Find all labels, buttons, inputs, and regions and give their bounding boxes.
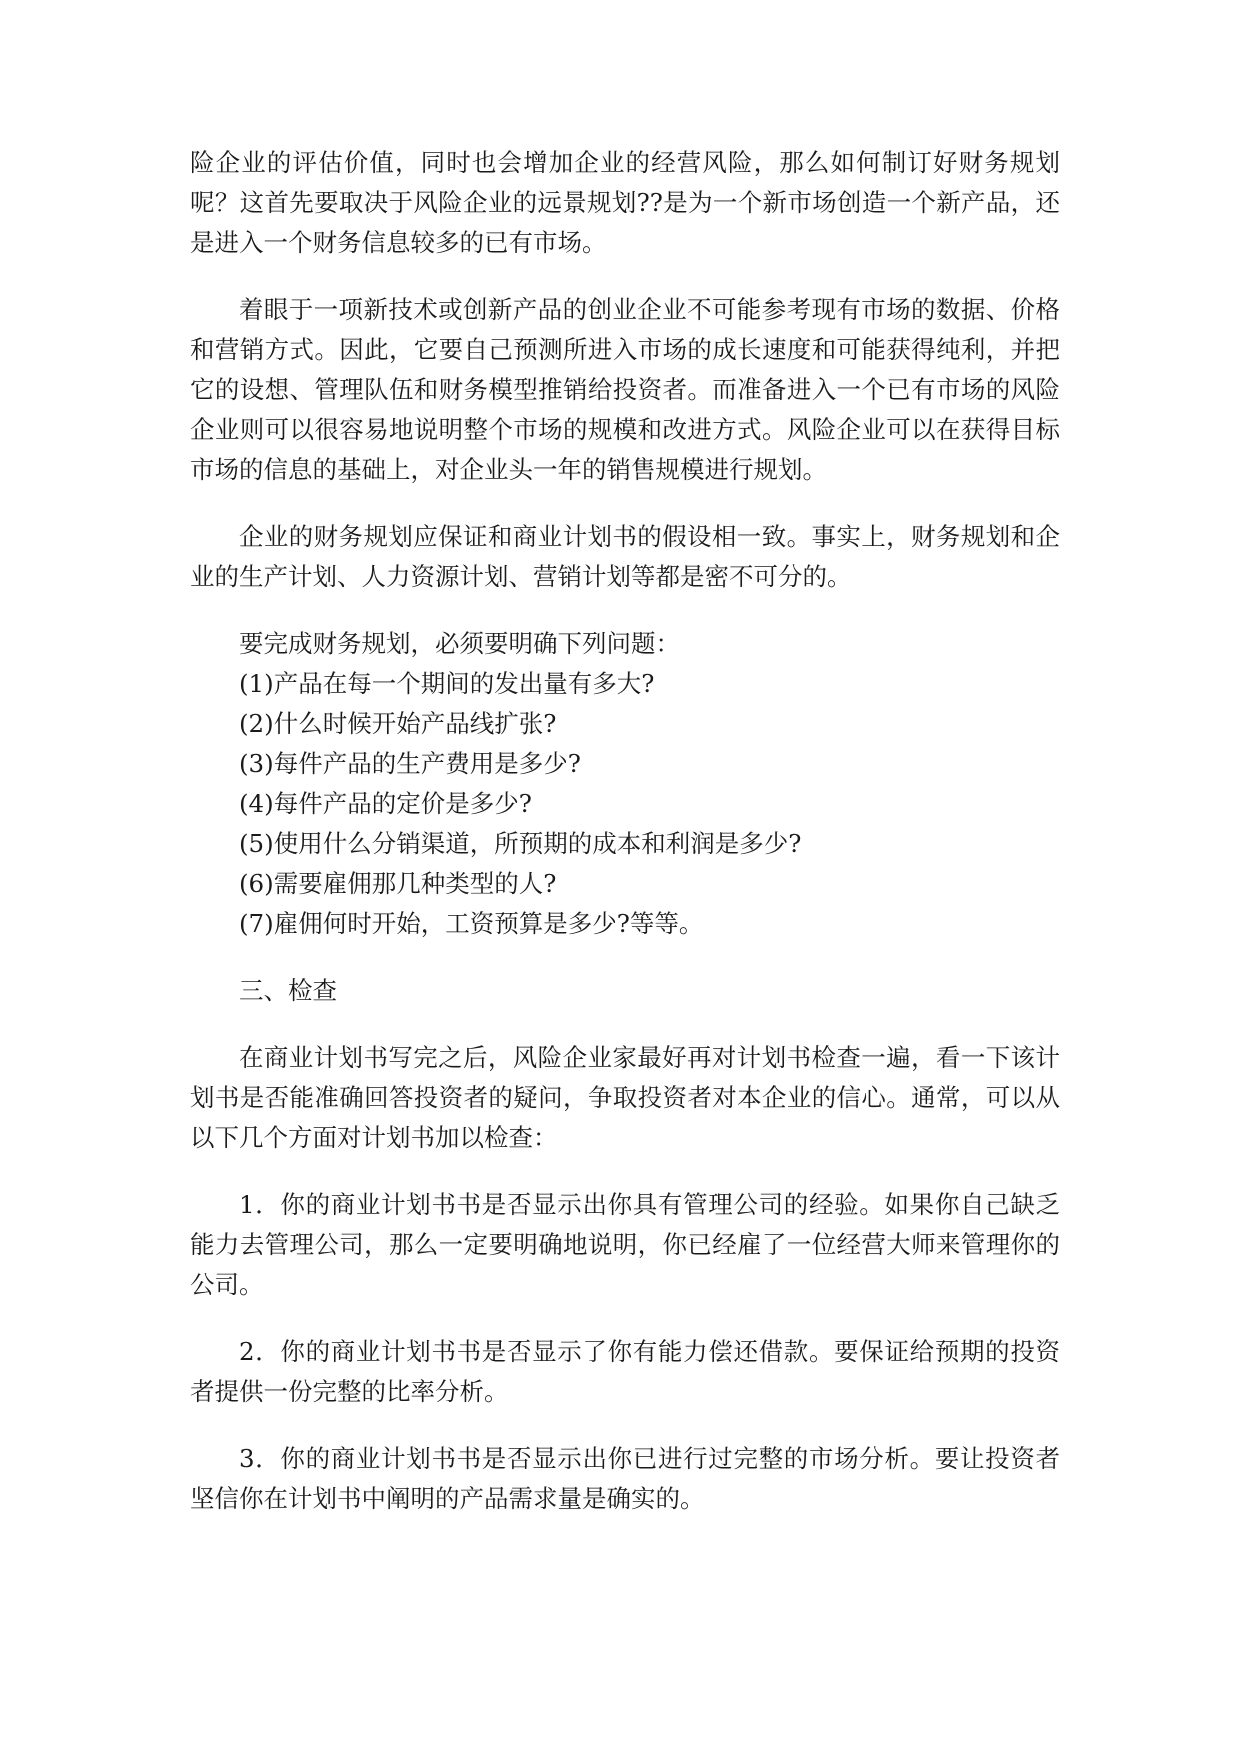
paragraph-new-tech: 着眼于一项新技术或创新产品的创业企业不可能参考现有市场的数据、价格和营销方式。因此，它要自己预测所进入市场的成长速度和可能获得纯利，并把它的设想、管理队伍和财务模型推销给投资者。而准备进入一个已有市场的风险企业则可以很容易地说明整个市场的规模和改进方式。风险企业可以在获得目标市场的信息的基础上，对企业头一年的销售规模进行规划。	[190, 295, 1060, 484]
paragraph-check-intro: 在商业计划书写完之后，风险企业家最好再对计划书检查一遍，看一下该计划书是否能准确回答投资者的疑问，争取投资者对本企业的信心。通常，可以从以下几个方面对计划书加以检查：	[190, 1043, 1060, 1152]
paragraph-check-item-1: 1．你的商业计划书书是否显示出你具有管理公司的经验。如果你自己缺乏能力去管理公司，那么一定要明确地说明，你已经雇了一位经营大师来管理你的公司。	[190, 1190, 1060, 1299]
list-item: (7)雇佣何时开始，工资预算是多少?等等。	[239, 909, 704, 938]
paragraph-check-item-2: 2．你的商业计划书书是否显示了你有能力偿还借款。要保证给预期的投资者提供一份完整的比率分析。	[190, 1337, 1060, 1406]
list-item: (4)每件产品的定价是多少?	[239, 789, 532, 818]
list-item: (5)使用什么分销渠道，所预期的成本和利润是多少?	[239, 829, 802, 858]
question-list	[190, 624, 1060, 944]
paragraph-continued: 险企业的评估价值，同时也会增加企业的经营风险，那么如何制订好财务规划呢？这首先要取决于风险企业的远景规划??是为一个新市场创造一个新产品，还是进入一个财务信息较多的已有市场。	[190, 148, 1060, 257]
question-intro: 要完成财务规划，必须要明确下列问题：	[239, 629, 680, 658]
paragraph-check-item-3: 3．你的商业计划书书是否显示出你已进行过完整的市场分析。要让投资者坚信你在计划书中阐明的产品需求量是确实的。	[190, 1444, 1060, 1513]
list-item: (6)需要雇佣那几种类型的人?	[239, 869, 557, 898]
document-body	[190, 143, 1060, 1546]
list-item: (3)每件产品的生产费用是多少?	[239, 749, 581, 778]
section-heading: 三、检查	[239, 976, 337, 1005]
list-item: (1)产品在每一个期间的发出量有多大?	[239, 669, 655, 698]
paragraph-financial-plan: 企业的财务规划应保证和商业计划书的假设相一致。事实上，财务规划和企业的生产计划、人力资源计划、营销计划等都是密不可分的。	[190, 522, 1060, 591]
list-item: (2)什么时候开始产品线扩张?	[239, 709, 557, 738]
